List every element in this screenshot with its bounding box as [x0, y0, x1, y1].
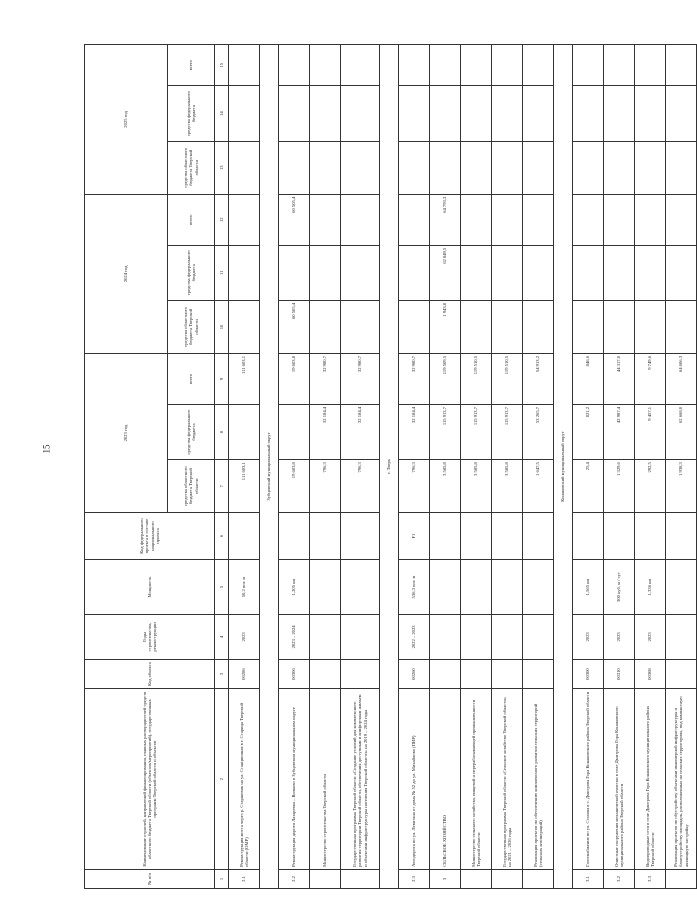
regional-2025 [604, 141, 635, 194]
row-num [461, 869, 492, 888]
table-row [430, 45, 461, 889]
row-years [523, 615, 554, 660]
row-capacity: 1,205 км [279, 559, 310, 614]
column-number: 8 [215, 404, 229, 459]
federal-2023: 9 457,1 [635, 404, 666, 459]
header-row-1 [85, 45, 168, 889]
regional-2024 [666, 300, 697, 353]
row-fed-code [635, 513, 666, 560]
column-number: 7 [215, 460, 229, 513]
row-capacity [523, 559, 554, 614]
total-2025 [229, 45, 260, 86]
column-number: 2 [215, 689, 229, 869]
row-name: Реализация проектов по обеспечению комплексного развития сельских территорий (сельских агломераций) [523, 689, 554, 869]
row-num [666, 869, 697, 888]
row-capacity: 50,2 пог. м [229, 559, 260, 614]
total-2024 [310, 194, 341, 245]
row-num: 3.3 [635, 869, 666, 888]
table-row [523, 45, 554, 889]
row-num [341, 869, 380, 888]
regional-2024 [635, 300, 666, 353]
regional-2024: 1 943,8 [430, 300, 461, 353]
row-years: 2023 [635, 615, 666, 660]
row-years [461, 615, 492, 660]
row-name: СЕЛЬСКОЕ ХОЗЯЙСТВО [430, 689, 461, 869]
regional-2023: 292,5 [635, 460, 666, 513]
header-year-2024: 2024 год [85, 194, 168, 353]
total-2023: 119 509,5 [430, 353, 461, 404]
row-code: 00306 [279, 659, 310, 689]
total-2023: 44 317,0 [604, 353, 635, 404]
row-name: Реконструкция моста через р. Старшевик на ул. Станционная в г. Старица Тверской области (ОМР) [229, 689, 260, 869]
table-row [492, 45, 523, 889]
regional-2025 [399, 141, 430, 194]
federal-2024 [492, 245, 523, 300]
row-years: 2023 [573, 615, 604, 660]
column-number: 13 [215, 141, 229, 194]
sub-total-2023: всего [168, 353, 215, 404]
total-2023: 846,6 [573, 353, 604, 404]
sub-federal-2025: средства федерального бюджета [168, 86, 215, 141]
federal-2024: 62 849,5 [430, 245, 461, 300]
table-row [341, 45, 380, 889]
row-capacity [310, 559, 341, 614]
row-code [430, 659, 461, 689]
row-capacity: 1,336 км [635, 559, 666, 614]
header-year-2023: 2023 год [85, 353, 168, 512]
row-name: Реализация проектов по обустройству объектами инженерной инфраструктуры и благоустройству площадок, расположенных на сельских территориях, под компактную жилищную застройку [666, 689, 697, 869]
total-2024 [461, 194, 492, 245]
header-num: № п/п [85, 869, 215, 888]
federal-2024 [310, 245, 341, 300]
column-number: 12 [215, 194, 229, 245]
federal-2025 [604, 86, 635, 141]
row-code: 00300 [573, 659, 604, 689]
federal-2023: 115 913,7 [430, 404, 461, 459]
total-2024 [573, 194, 604, 245]
sub-total-2024: всего [168, 194, 215, 245]
row-fed-code [666, 513, 697, 560]
total-2023: 119 510,5 [492, 353, 523, 404]
column-number: 4 [215, 615, 229, 660]
federal-2025 [310, 86, 341, 141]
total-2023: 9 749,6 [635, 353, 666, 404]
row-years: 2023 – 2024 [279, 615, 310, 660]
total-2025 [604, 45, 635, 86]
row-fed-code [573, 513, 604, 560]
regional-2024 [492, 300, 523, 353]
row-code [341, 659, 380, 689]
section-heading-row [380, 45, 399, 889]
row-code: 00308 [635, 659, 666, 689]
regional-2025 [461, 141, 492, 194]
federal-2024 [635, 245, 666, 300]
table-row [310, 45, 341, 889]
total-2024 [341, 194, 380, 245]
table-row [461, 45, 492, 889]
row-capacity [341, 559, 380, 614]
federal-2023: 32 184,4 [341, 404, 380, 459]
federal-2025 [229, 86, 260, 141]
total-2024 [399, 194, 430, 245]
regional-2023: 111 603,1 [229, 460, 260, 513]
row-years [341, 615, 380, 660]
section-heading: Зубцовский муниципальный округ [260, 45, 279, 889]
row-fed-code [604, 513, 635, 560]
row-fed-code [229, 513, 260, 560]
federal-2025 [399, 86, 430, 141]
row-name: Министерство строительства Тверской области [310, 689, 341, 869]
regional-2023: 1 647,5 [523, 460, 554, 513]
column-number: 14 [215, 86, 229, 141]
capital-investment-table [84, 44, 697, 889]
regional-2024 [461, 300, 492, 353]
row-num: 2.2 [279, 869, 310, 888]
total-2025 [523, 45, 554, 86]
federal-2023: 62 668,0 [666, 404, 697, 459]
federal-2023: 821,2 [573, 404, 604, 459]
row-num: 2.3 [399, 869, 430, 888]
total-2023: 32 980,7 [399, 353, 430, 404]
total-2024 [229, 194, 260, 245]
total-2023: 111 603,1 [229, 353, 260, 404]
header-fed-code: Код федерального проекта в составе национального проекта [85, 513, 215, 560]
total-2024: 60 505,4 [279, 194, 310, 245]
sub-federal-2023: средства федерального бюджета [168, 404, 215, 459]
total-2025 [573, 45, 604, 86]
regional-2024 [523, 300, 554, 353]
regional-2024 [604, 300, 635, 353]
header-years: Годы строительства, реконструкции [85, 615, 215, 660]
table-row [604, 45, 635, 889]
row-capacity [666, 559, 697, 614]
column-number: 10 [215, 300, 229, 353]
column-number: 15 [215, 45, 229, 86]
sub-regional-2024: средства областного бюджета Тверской области [168, 300, 215, 353]
row-capacity: 536,3 пог. м [399, 559, 430, 614]
regional-2024: 60 505,4 [279, 300, 310, 353]
row-num [310, 869, 341, 888]
federal-2025 [279, 86, 310, 141]
federal-2025 [341, 86, 380, 141]
header-code: Код объекта [85, 659, 215, 689]
table-row [399, 45, 430, 889]
row-fed-code [523, 513, 554, 560]
federal-2025 [523, 86, 554, 141]
table-row [666, 45, 697, 889]
total-2025 [666, 45, 697, 86]
federal-2025 [430, 86, 461, 141]
regional-2025 [229, 141, 260, 194]
rotated-table-sheet [84, 44, 689, 889]
total-2025 [635, 45, 666, 86]
row-code [523, 659, 554, 689]
regional-2023: 796,3 [399, 460, 430, 513]
total-2023: 54 913,2 [523, 353, 554, 404]
federal-2023: 32 184,4 [399, 404, 430, 459]
table-row [573, 45, 604, 889]
regional-2025 [492, 141, 523, 194]
federal-2024 [666, 245, 697, 300]
column-number: 1 [215, 869, 229, 888]
regional-2023: 796,3 [341, 460, 380, 513]
regional-2025 [523, 141, 554, 194]
row-years [310, 615, 341, 660]
regional-2025 [430, 141, 461, 194]
total-2023: 119 510,5 [461, 353, 492, 404]
federal-2023: 115 913,7 [492, 404, 523, 459]
total-2024 [523, 194, 554, 245]
regional-2025 [635, 141, 666, 194]
section-heading: Конаковский муниципальный округ [554, 45, 573, 889]
column-number: 5 [215, 559, 229, 614]
regional-2024 [310, 300, 341, 353]
section-heading-row [260, 45, 279, 889]
federal-2023: 32 184,4 [310, 404, 341, 459]
regional-2024 [399, 300, 430, 353]
federal-2024 [573, 245, 604, 300]
regional-2025 [310, 141, 341, 194]
row-years: 2023 [229, 615, 260, 660]
row-capacity [492, 559, 523, 614]
row-code [310, 659, 341, 689]
regional-2025 [279, 141, 310, 194]
header-capacity: Мощность [85, 559, 215, 614]
row-fed-code [279, 513, 310, 560]
row-capacity [430, 559, 461, 614]
row-name: Очистные сооружения механической очистки в селе Дмитрова Гора Конаковского муниципального района Тверской области [604, 689, 635, 869]
federal-2025 [492, 86, 523, 141]
column-number-row [215, 45, 229, 889]
row-fed-code [310, 513, 341, 560]
total-2023: 32 980,7 [310, 353, 341, 404]
row-capacity: 300 куб. м / сут [604, 559, 635, 614]
total-2024 [492, 194, 523, 245]
total-2024 [666, 194, 697, 245]
row-name: Автодорога по ул. Левитана от дома № 52 до ул. Михайлово (ПИР) [399, 689, 430, 869]
total-2025 [492, 45, 523, 86]
row-name: Государственная программа Тверской области «Создание условий для комплексного развития территории Тверской области, обеспечения доступным и комфортным жильем и объектами инфраструктуры населения Тверской области» на 2019 – 2024 годы [341, 689, 380, 869]
federal-2023: 42 987,4 [604, 404, 635, 459]
sub-federal-2024: средства федерального бюджета [168, 245, 215, 300]
page-number: 15 [41, 444, 52, 454]
row-code [492, 659, 523, 689]
table-row [635, 45, 666, 889]
total-2025 [341, 45, 380, 86]
federal-2023: 53 265,7 [523, 404, 554, 459]
regional-2025 [573, 141, 604, 194]
federal-2024 [279, 245, 310, 300]
row-code: 00260 [399, 659, 430, 689]
column-number: 9 [215, 353, 229, 404]
row-name: Водопроводные сети в селе Дмитрова Гора Конаковского муниципального района Тверской области [635, 689, 666, 869]
row-num: 2.1 [229, 869, 260, 888]
column-number: 11 [215, 245, 229, 300]
row-num [523, 869, 554, 888]
total-2024 [604, 194, 635, 245]
row-years [430, 615, 461, 660]
row-fed-code [430, 513, 461, 560]
federal-2024 [461, 245, 492, 300]
total-2025 [399, 45, 430, 86]
row-fed-code [492, 513, 523, 560]
regional-2023: 796,3 [310, 460, 341, 513]
row-capacity [461, 559, 492, 614]
federal-2023: 115 913,7 [461, 404, 492, 459]
regional-2023: 3 585,8 [492, 460, 523, 513]
row-num: 3 [430, 869, 461, 888]
row-code [666, 659, 697, 689]
row-name: Министерство сельского хозяйства, пищевой и перерабатывающей промышленности Тверской области [461, 689, 492, 869]
column-number: 3 [215, 659, 229, 689]
federal-2024 [399, 245, 430, 300]
row-code: 00286 [229, 659, 260, 689]
federal-2024 [229, 245, 260, 300]
federal-2023 [229, 404, 260, 459]
table-row [229, 45, 260, 889]
total-2025 [310, 45, 341, 86]
row-fed-code: F1 [399, 513, 430, 560]
regional-2024 [573, 300, 604, 353]
row-name: Государственная программа Тверской области «Сельское хозяйство Тверской области» на 2021 – 2026 годы [492, 689, 523, 869]
regional-2024 [341, 300, 380, 353]
row-num: 3.2 [604, 869, 635, 888]
sub-total-2025: всего [168, 45, 215, 86]
header-name: Наименование отраслей, направлений финансирования, главных распорядителей средств областного бюджета Тверской области (объектов/мероприятий), государственных программ Тверской области и объектов [85, 689, 215, 869]
federal-2024 [523, 245, 554, 300]
total-2025 [461, 45, 492, 86]
regional-2025 [341, 141, 380, 194]
row-num: 3.1 [573, 869, 604, 888]
total-2025 [430, 45, 461, 86]
total-2025 [279, 45, 310, 86]
regional-2023: 3 585,8 [461, 460, 492, 513]
row-years [492, 615, 523, 660]
regional-2024 [229, 300, 260, 353]
federal-2024 [341, 245, 380, 300]
total-2023: 64 606,3 [666, 353, 697, 404]
section-heading-row [554, 45, 573, 889]
section-heading: г. Тверь [380, 45, 399, 889]
total-2023: 32 980,7 [341, 353, 380, 404]
column-number: 6 [215, 513, 229, 560]
row-capacity: 1,565 км [573, 559, 604, 614]
row-years [666, 615, 697, 660]
row-name: Реконструкция дороги Лазаревка – Волково в Зубцовском муниципальном округе [279, 689, 310, 869]
federal-2024 [604, 245, 635, 300]
row-fed-code [461, 513, 492, 560]
total-2024: 64 793,3 [430, 194, 461, 245]
regional-2025 [666, 141, 697, 194]
regional-2023: 25,4 [573, 460, 604, 513]
regional-2023: 1 329,6 [604, 460, 635, 513]
table-row [279, 45, 310, 889]
row-years: 2022 – 2023 [399, 615, 430, 660]
header-year-2025: 2025 год [85, 45, 168, 195]
sub-regional-2025: средства областного бюджета Тверской области [168, 141, 215, 194]
total-2024 [635, 194, 666, 245]
sub-regional-2023: средства областного бюджета Тверской области [168, 460, 215, 513]
federal-2025 [573, 86, 604, 141]
total-2023: 19 603,8 [279, 353, 310, 404]
row-num [492, 869, 523, 888]
row-fed-code [341, 513, 380, 560]
regional-2023: 3 585,8 [430, 460, 461, 513]
federal-2025 [666, 86, 697, 141]
row-name: Газоснабжение по ул. Стахова в с. Дмитрова Гора Конаковского района Тверской области [573, 689, 604, 869]
federal-2023 [279, 404, 310, 459]
regional-2023: 19 603,8 [279, 460, 310, 513]
row-code: 00310 [604, 659, 635, 689]
row-code [461, 659, 492, 689]
federal-2025 [461, 86, 492, 141]
row-years: 2023 [604, 615, 635, 660]
regional-2023: 1 938,3 [666, 460, 697, 513]
federal-2025 [635, 86, 666, 141]
